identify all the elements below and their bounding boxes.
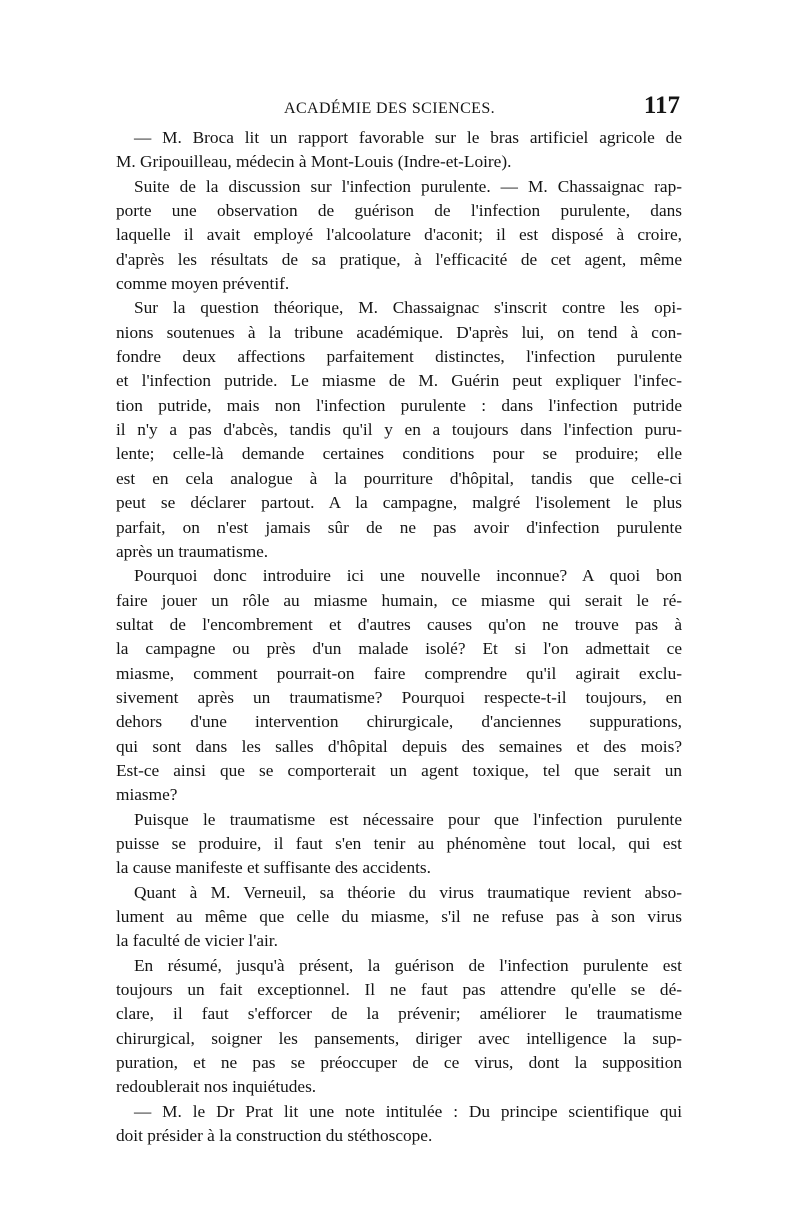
page-header: [116, 92, 682, 121]
text-line: lente; celle-là demande certaines conditions pour se produire; elle: [116, 444, 682, 464]
text-line: dehors d'une intervention chirurgicale, d'anciennes suppurations,: [116, 712, 682, 732]
text-line: la campagne ou près d'un malade isolé? Et si l'on admettait ce: [116, 639, 682, 659]
text-line: chirurgical, soigner les pansements, diriger avec intelligence la sup-: [116, 1028, 682, 1048]
text-line: qui sont dans les salles d'hôpital depuis des semaines et des mois?: [116, 736, 682, 756]
text-line: puisse se produire, il faut s'en tenir au phénomène tout local, qui est: [116, 833, 682, 853]
text-line: peut se déclarer partout. A la campagne, malgré l'isolement le plus: [116, 493, 682, 513]
text-line: la faculté de vicier l'air.: [116, 931, 278, 951]
body-text: [116, 126, 682, 1148]
text-line: Pourquoi donc introduire ici une nouvelle inconnue? A quoi bon: [134, 566, 682, 586]
text-line: — M. Broca lit un rapport favorable sur le bras artificiel agricole de: [134, 128, 682, 147]
text-line: porte une observation de guérison de l'infection purulente, dans: [116, 201, 682, 221]
text-line: il n'y a pas d'abcès, tandis qu'il y en a toujours dans l'infection puru-: [116, 420, 682, 440]
page-number: 117: [643, 92, 680, 119]
running-title: ACADÉMIE DES SCIENCES.: [284, 100, 496, 117]
text-line: toujours un fait exceptionnel. Il ne faut pas attendre qu'elle se dé-: [116, 980, 682, 1000]
text-line: lument au même que celle du miasme, s'il ne refuse pas à son virus: [116, 907, 682, 926]
text-line: En résumé, jusqu'à présent, la guérison de l'infection purulente est: [134, 955, 682, 975]
text-line: Suite de la discussion sur l'infection purulente. — M. Chassaignac rap-: [134, 176, 682, 196]
text-line: Puisque le traumatisme est nécessaire pour que l'infection purulente: [134, 809, 682, 829]
text-line: puration, et ne pas se préoccuper de ce virus, dont la supposition: [116, 1053, 682, 1073]
text-line: clare, il faut s'efforcer de la prévenir; améliorer le traumatisme: [116, 1004, 682, 1024]
text-line: redoublerait nos inquiétudes.: [116, 1077, 317, 1097]
text-line: Sur la question théorique, M. Chassaignac s'inscrit contre les opi-: [134, 298, 682, 318]
text-line: la cause manifeste et suffisante des accidents.: [116, 858, 431, 878]
text-line: sivement après un traumatisme? Pourquoi respecte-t-il toujours, en: [116, 687, 682, 707]
text-line: sultat de l'encombrement et d'autres causes qu'on ne trouve pas à: [116, 614, 682, 634]
text-line: et l'infection putride. Le miasme de M. Guérin peut expliquer l'infec-: [116, 371, 682, 391]
text-line: comme moyen préventif.: [116, 274, 290, 294]
text-line: — M. le Dr Prat lit une note intitulée : Du principe scientifique qui: [134, 1101, 682, 1121]
text-line: miasme?: [116, 785, 178, 805]
text-line: fondre deux affections parfaitement distinctes, l'infection purulente: [116, 347, 682, 367]
text-line: nions soutenues à la tribune académique. D'après lui, on tend à con-: [116, 322, 682, 342]
text-line: est en cela analogue à la pourriture d'hôpital, tandis que celle-ci: [116, 468, 682, 488]
text-line: M. Gripouilleau, médecin à Mont-Louis (Indre-et-Loire).: [116, 152, 512, 172]
text-line: tion putride, mais non l'infection purulente : dans l'infection putride: [116, 395, 682, 415]
text-line: d'après les résultats de sa pratique, à l'efficacité de cet agent, même: [116, 249, 682, 269]
text-line: laquelle il avait employé l'alcoolature d'aconit; il est disposé à croire,: [116, 225, 682, 245]
text-line: Quant à M. Verneuil, sa théorie du virus traumatique revient abso-: [134, 882, 682, 902]
text-line: doit présider à la construction du stéthoscope.: [116, 1126, 433, 1146]
text-line: miasme, comment pourrait-on faire comprendre qu'il agirait exclu-: [116, 663, 682, 683]
text-line: Est-ce ainsi que se comporterait un agent toxique, tel que serait un: [116, 760, 682, 780]
text-line: après un traumatisme.: [116, 541, 269, 561]
text-line: faire jouer un rôle au miasme humain, ce miasme qui serait le ré-: [116, 590, 682, 610]
text-line: parfait, on n'est jamais sûr de ne pas avoir d'infection purulente: [116, 517, 682, 537]
